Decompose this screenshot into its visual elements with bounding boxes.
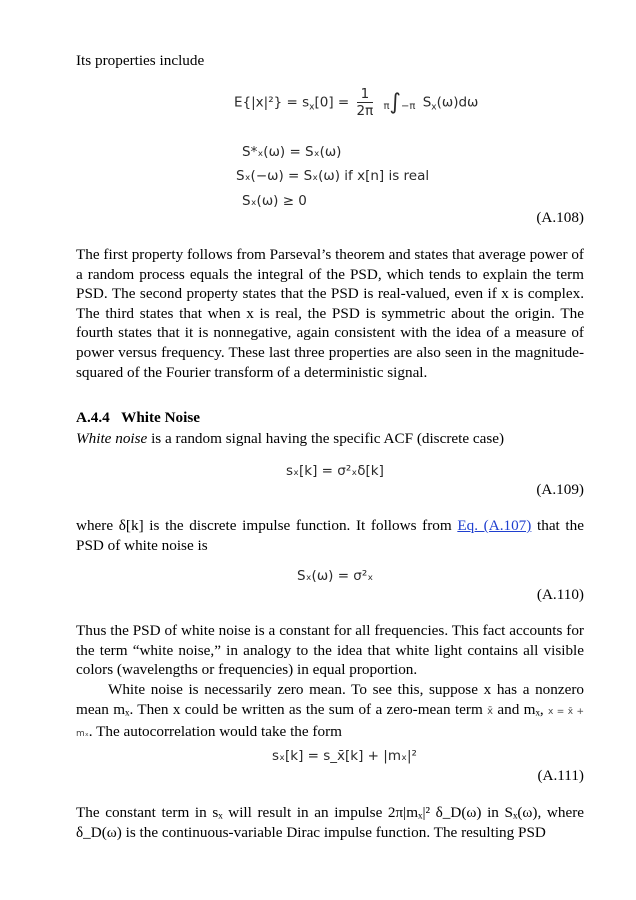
paragraph-white-noise-def	[76, 429, 584, 449]
paragraph-constant-term: The constant term in sₓ will result in an impulse 2π|mₓ|² δ_D(ω) in Sₓ(ω), where δ_D(ω) is the continuous-variable Dirac impulse function. The resulting PSD	[76, 804, 584, 841]
section-title: White Noise	[121, 409, 201, 426]
equation-a108-line4: Sₓ(ω) ≥ 0	[242, 193, 307, 209]
paragraph-zero-mean	[76, 680, 584, 745]
equation-a108-line1	[234, 86, 478, 119]
equation-a109: sₓ[k] = σ²ₓδ[k]	[286, 463, 384, 479]
equation-a111: sₓ[k] = s_x̄[k] + |mₓ|²	[272, 748, 417, 764]
text-a: where δ[k] is the discrete impulse function. It follows from	[76, 517, 458, 534]
equation-link-a107[interactable]: Eq. (A.107)	[457, 517, 532, 534]
eq-rhs-tail: (ω)dω	[436, 94, 479, 111]
fraction-numerator: 1	[357, 86, 374, 103]
fraction-denominator: 2π	[356, 103, 374, 119]
intro-text: Its properties include	[76, 52, 205, 69]
xbar-symbol: x̄	[487, 705, 494, 717]
eq-lhs: E{|x|²} = s	[234, 94, 310, 111]
integral-lower: −π	[401, 100, 416, 112]
paragraph-constant-psd: Thus the PSD of white noise is a constant for all frequencies. This fact accounts for the term “white noise,” in analogy to the idea that white light contains all visible colors (wavelengths or frequencies) in equal proportion.	[76, 622, 584, 679]
inline-equation: x = x̄ + mₓ	[76, 706, 584, 740]
text-c: . The autocorrelation would take the form	[88, 723, 342, 741]
equation-a110: Sₓ(ω) = σ²ₓ	[297, 568, 374, 584]
paragraph-impulse	[76, 516, 584, 555]
paragraph-properties: The first property follows from Parseval’s theorem and states that average power of a random process equals the integral of the PSD, which tends to explain the term PSD. The second property states that the PSD is real-valued, even if x is complex. The third states that when x is real, the PSD is symmetric about the origin. The fourth states that it is nonnegative, again consistent with the idea of a measure of power versus frequency. These last three properties are also seen in the magnitude-squared of the Fourier transform of a deterministic signal.	[76, 246, 584, 381]
integral	[383, 89, 416, 115]
section-heading	[76, 409, 200, 427]
equation-number-a111: (A.111)	[537, 767, 584, 784]
term-white-noise: White noise	[76, 430, 148, 447]
eq-rhs: S	[422, 94, 432, 111]
eq-mid: [0] =	[314, 94, 350, 111]
equation-number-a108: (A.108)	[536, 209, 584, 226]
equation-a108-line2: S*ₓ(ω) = Sₓ(ω)	[242, 144, 342, 160]
integral-symbol: ∫	[389, 89, 402, 115]
equation-number-a109: (A.109)	[536, 481, 584, 498]
section-number: A.4.4	[76, 409, 110, 426]
eq-sub: x	[309, 102, 315, 113]
equation-a108-line3: Sₓ(−ω) = Sₓ(ω) if x[n] is real	[236, 168, 430, 184]
fraction	[357, 86, 374, 119]
text-b: and mₓ,	[493, 700, 549, 718]
integral-upper: π	[383, 100, 390, 112]
text-b: that the PSD of white noise is	[76, 517, 584, 554]
equation-number-a110: (A.110)	[536, 586, 584, 603]
text-a: White noise is necessarily zero mean. To see this, suppose x has a nonzero mean mₓ. Then x could be written as the sum of a zero-mean term	[76, 681, 584, 718]
def-text: is a random signal having the specific ACF (discrete case)	[147, 430, 505, 447]
eq-rhs-sub: x	[431, 102, 437, 113]
